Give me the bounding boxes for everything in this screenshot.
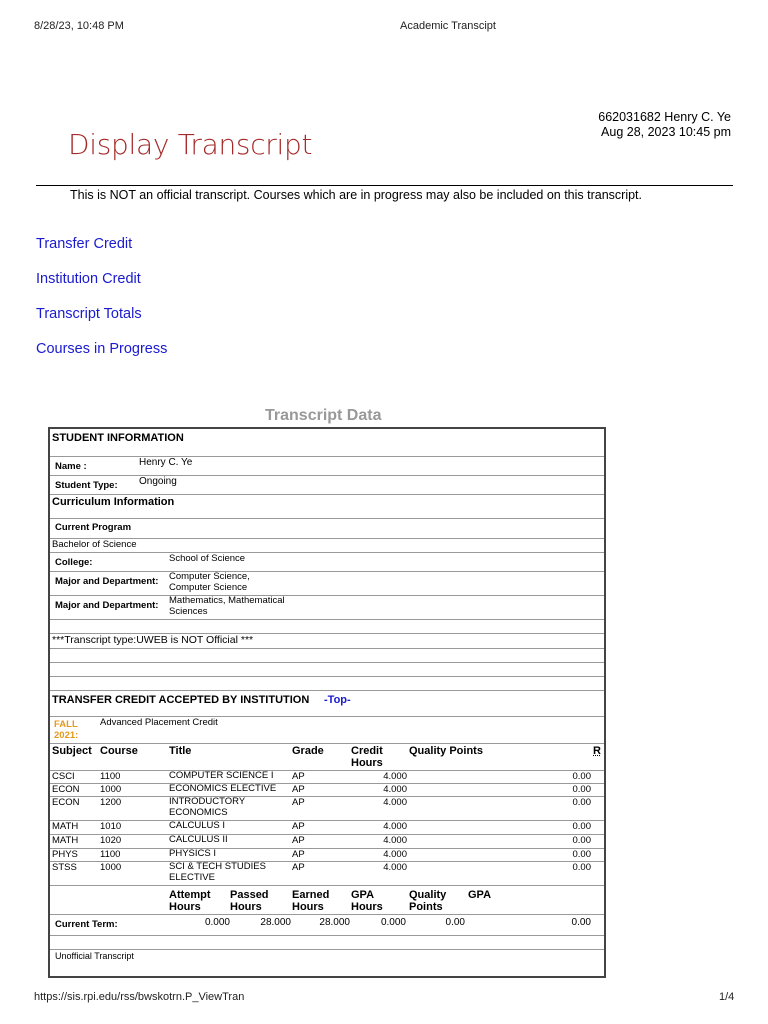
major-value-2: Mathematics, Mathematical Sciences: [169, 595, 285, 617]
course-subject: PHYS: [52, 849, 78, 860]
course-number: 1100: [100, 849, 121, 860]
major-value-1: Computer Science, Computer Science: [169, 571, 250, 593]
course-credit-hours: 4.000: [383, 797, 407, 808]
course-grade: AP: [292, 771, 305, 782]
col-earned-hours: Earned Hours: [292, 889, 330, 913]
course-subject: ECON: [52, 797, 80, 808]
course-subject: MATH: [52, 835, 79, 846]
current-program-label: Current Program: [55, 522, 132, 533]
student-info-header-row: [50, 429, 604, 457]
student-identity: [598, 110, 731, 140]
course-row: [50, 783, 604, 797]
attempt-hours-value: 0.000: [204, 917, 230, 928]
program-value: Bachelor of Science: [52, 539, 137, 550]
transcript-data-title: Transcript Data: [265, 407, 382, 424]
course-grade: AP: [292, 862, 305, 873]
top-link[interactable]: -Top-: [324, 694, 351, 706]
current-program-row: [50, 518, 604, 539]
course-row: [50, 834, 604, 849]
college-row: [50, 552, 604, 572]
col-quality-points: Quality Points: [409, 745, 483, 757]
blank-row: [50, 676, 604, 691]
course-columns-row: [50, 743, 604, 771]
course-row: [50, 848, 604, 862]
col-passed-hours: Passed Hours: [230, 889, 269, 913]
course-title: ECONOMICS ELECTIVE: [169, 783, 277, 794]
course-credit-hours: 4.000: [383, 862, 407, 873]
transcript-table: [48, 427, 606, 978]
course-subject: STSS: [52, 862, 77, 873]
course-title: CALCULUS I: [169, 820, 225, 831]
quality-points-value: 0.00: [445, 917, 465, 928]
student-name-row: [50, 456, 604, 476]
transcript-type: ***Transcript type:UWEB is NOT Official ***: [52, 634, 254, 646]
course-credit-hours: 4.000: [383, 771, 407, 782]
unofficial-notice: This is NOT an official transcript. Courses which are in progress may also be included on this transcript.: [70, 188, 643, 202]
term-row: [50, 716, 604, 744]
header-divider: [36, 185, 733, 186]
current-term-label: Current Term:: [55, 919, 118, 930]
college-value: School of Science: [169, 553, 246, 564]
passed-hours-value: 28.000: [260, 917, 291, 928]
link-transfer-credit[interactable]: Transfer Credit: [36, 236, 133, 252]
gpa-hours-value: 0.000: [380, 917, 406, 928]
link-institution-credit[interactable]: Institution Credit: [36, 271, 141, 287]
course-grade: AP: [292, 849, 305, 860]
course-title: CALCULUS II: [169, 834, 228, 845]
transfer-heading: TRANSFER CREDIT ACCEPTED BY INSTITUTION: [52, 694, 310, 706]
print-document-title: Academic Transcipt: [400, 20, 496, 32]
print-page-number: 1/4: [719, 991, 735, 1003]
course-quality-points: 0.00: [572, 821, 591, 832]
gpa-value: 0.00: [571, 917, 591, 928]
curriculum-header-row: [50, 494, 604, 519]
course-grade: AP: [292, 821, 305, 832]
col-r: R: [593, 745, 601, 757]
course-quality-points: 0.00: [572, 771, 591, 782]
student-id-name: 662031682 Henry C. Ye: [598, 110, 731, 124]
col-title: Title: [169, 745, 192, 757]
transcript-type-row: [50, 633, 604, 649]
course-quality-points: 0.00: [572, 784, 591, 795]
course-row: [50, 820, 604, 835]
course-row: [50, 861, 604, 886]
course-number: 1100: [100, 771, 121, 782]
course-title: SCI & TECH STUDIES ELECTIVE: [169, 861, 266, 883]
blank-row: [50, 648, 604, 663]
program-row: [50, 538, 604, 553]
course-number: 1000: [100, 862, 122, 873]
course-grade: AP: [292, 784, 305, 795]
course-quality-points: 0.00: [572, 835, 591, 846]
col-attempt-hours: Attempt Hours: [169, 889, 211, 913]
course-quality-points: 0.00: [572, 797, 591, 808]
blank-row: [50, 935, 604, 950]
student-type-label: Student Type:: [55, 480, 118, 491]
col-gpa-hours: GPA Hours: [351, 889, 383, 913]
totals-columns-row: [50, 887, 604, 915]
col-course: Course: [100, 745, 138, 757]
course-title: COMPUTER SCIENCE I: [169, 770, 274, 781]
current-term-row: [50, 914, 604, 936]
course-subject: CSCI: [52, 771, 75, 782]
course-quality-points: 0.00: [572, 849, 591, 860]
major-row-2: [50, 595, 604, 620]
course-number: 1010: [100, 821, 122, 832]
student-name: Henry C. Ye: [139, 457, 193, 468]
student-info-heading: STUDENT INFORMATION: [52, 432, 184, 444]
student-type: Ongoing: [139, 476, 177, 487]
col-subject: Subject: [52, 745, 92, 757]
course-row: [50, 796, 604, 821]
print-datetime: 8/28/23, 10:48 PM: [34, 20, 124, 32]
transfer-header-row: [50, 690, 604, 717]
course-grade: AP: [292, 835, 305, 846]
earned-hours-value: 28.000: [319, 917, 350, 928]
major-row-1: [50, 571, 604, 596]
course-credit-hours: 4.000: [383, 835, 407, 846]
course-title: INTRODUCTORY ECONOMICS: [169, 796, 246, 818]
major-label-1: Major and Department:: [55, 576, 159, 587]
link-courses-in-progress[interactable]: Courses in Progress: [36, 341, 168, 357]
major-label-2: Major and Department:: [55, 600, 159, 611]
term-label: FALL 2021:: [54, 719, 79, 741]
course-quality-points: 0.00: [572, 862, 591, 873]
curriculum-heading: Curriculum Information: [52, 496, 175, 508]
col-quality: Quality Points: [409, 889, 447, 913]
course-credit-hours: 4.000: [383, 821, 407, 832]
course-credit-hours: 4.000: [383, 849, 407, 860]
link-transcript-totals[interactable]: Transcript Totals: [36, 306, 142, 322]
course-row: [50, 770, 604, 784]
student-type-row: [50, 475, 604, 495]
course-subject: ECON: [52, 784, 80, 795]
page-title: Display Transcript: [68, 128, 313, 161]
course-number: 1000: [100, 784, 122, 795]
name-label: Name :: [55, 461, 87, 472]
course-number: 1020: [100, 835, 122, 846]
col-gpa: GPA: [468, 889, 492, 901]
course-number: 1200: [100, 797, 122, 808]
col-grade: Grade: [292, 745, 324, 757]
unofficial-transcript-note: Unofficial Transcript: [55, 951, 134, 961]
report-timestamp: Aug 28, 2023 10:45 pm: [601, 125, 731, 139]
footer-note-row: [50, 949, 604, 976]
credit-source: Advanced Placement Credit: [100, 717, 218, 728]
college-label: College:: [55, 557, 93, 568]
course-title: PHYSICS I: [169, 848, 216, 859]
col-credit-hours: Credit Hours: [351, 745, 383, 769]
blank-row: [50, 662, 604, 677]
course-credit-hours: 4.000: [383, 784, 407, 795]
print-url: https://sis.rpi.edu/rss/bwskotrn.P_ViewTran: [34, 991, 245, 1003]
blank-row: [50, 619, 604, 634]
course-subject: MATH: [52, 821, 79, 832]
course-grade: AP: [292, 797, 305, 808]
